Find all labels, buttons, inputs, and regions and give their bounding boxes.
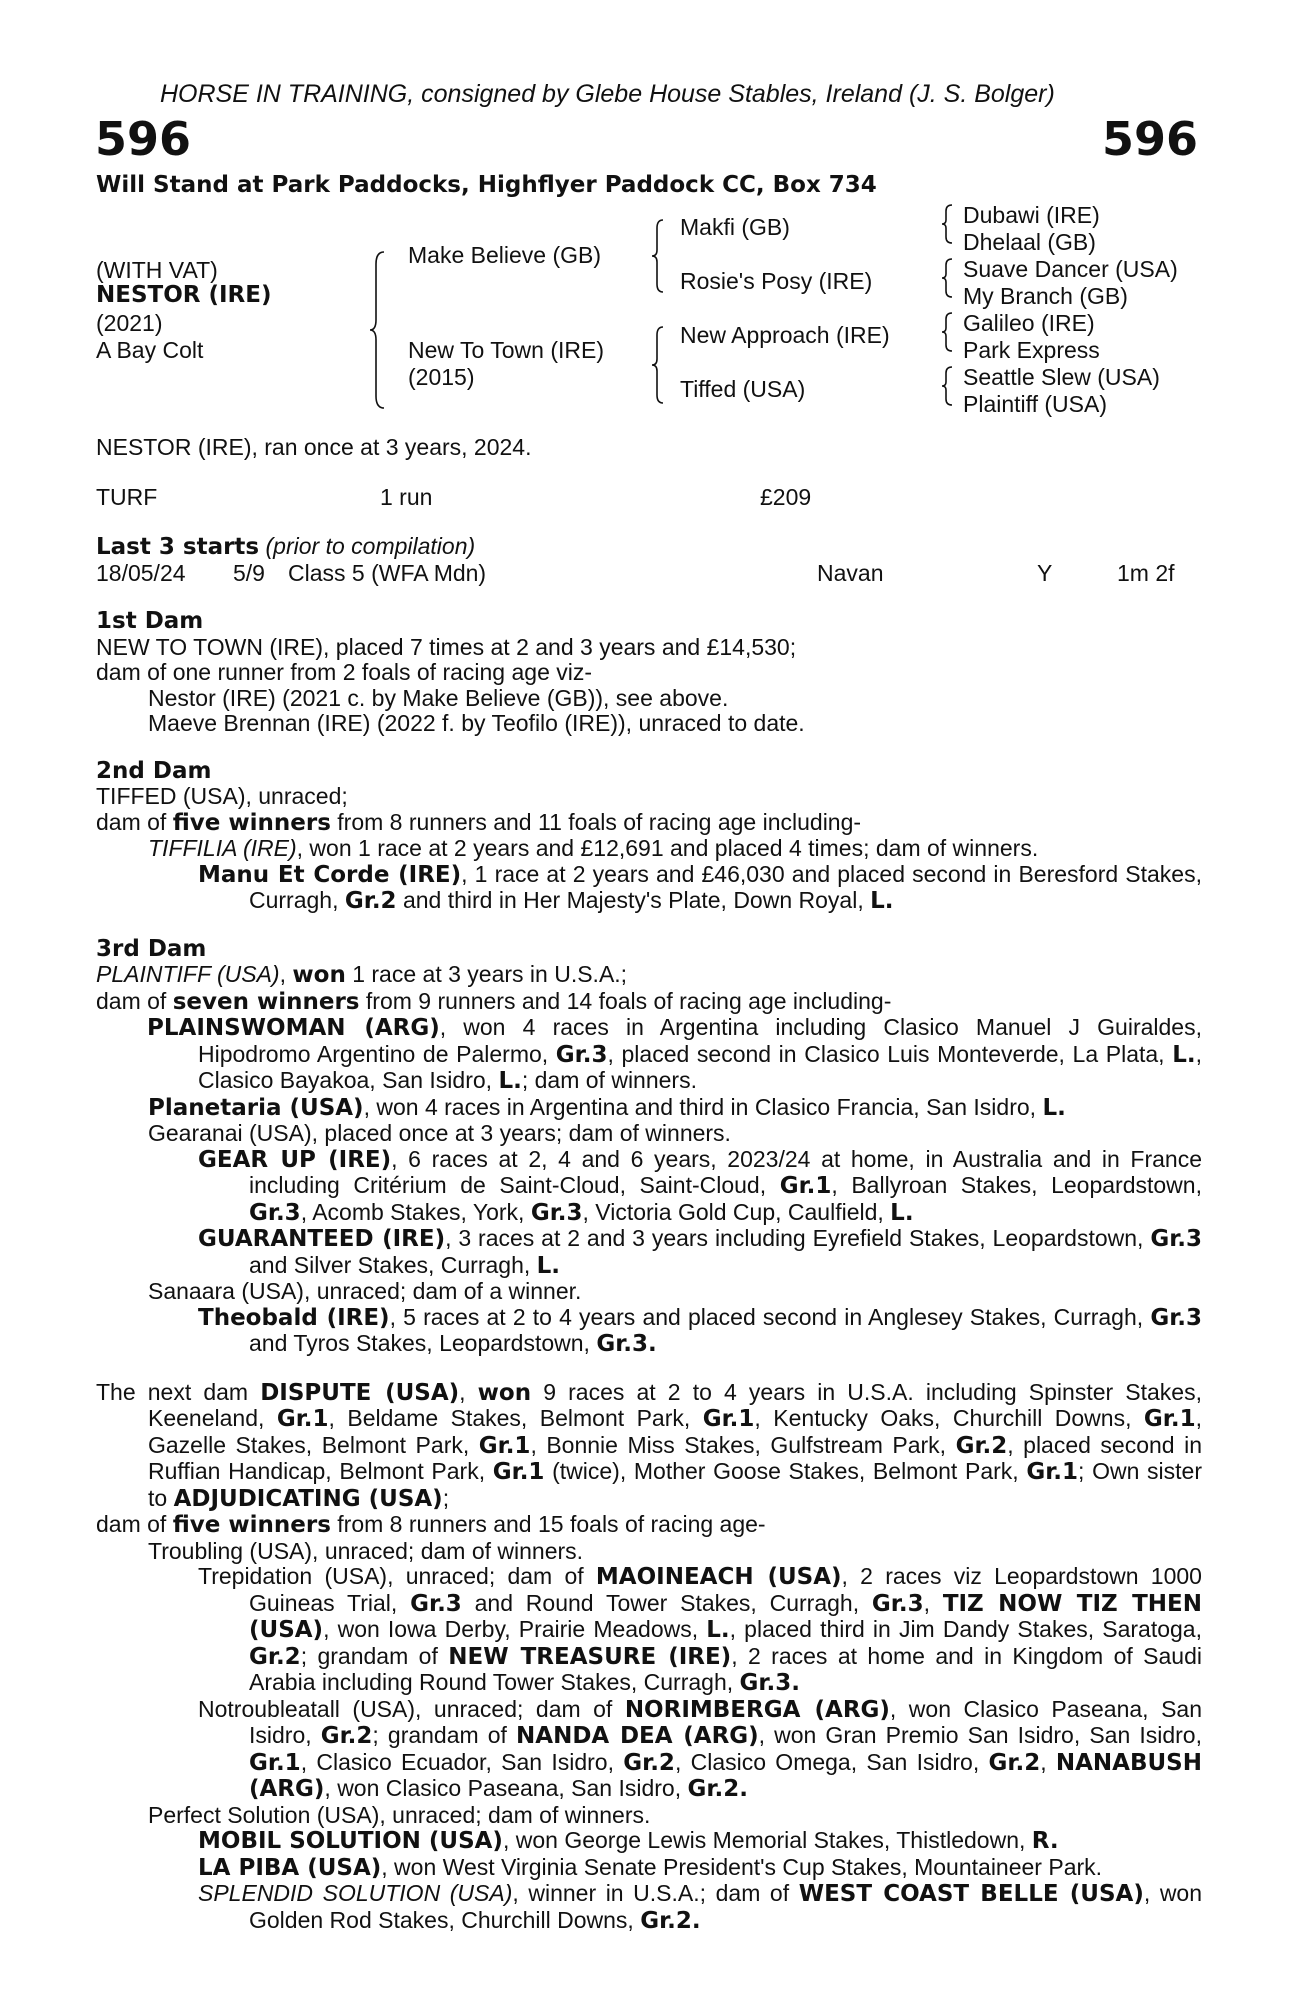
pedigree-brace-g3-2 — [940, 257, 954, 299]
start-date: 18/05/24 — [96, 560, 186, 586]
gen3-name: Suave Dancer (USA) — [963, 256, 1178, 282]
gen3-name: Plaintiff (USA) — [963, 391, 1108, 417]
pedigree-brace-g3-4 — [940, 365, 954, 407]
produce-entry: PLAINSWOMAN (ARG), won 4 races in Argentina including Clasico Manuel J Guiraldes, Hipodromo Argentino de Palermo, Gr.3, placed second in Clasico Luis Monteverde, La Plata, L., Clasico Bayakoa, San Isidro, L.; dam of winners. — [147, 1014, 1202, 1094]
gen3-name: My Branch (GB) — [963, 283, 1128, 309]
stand-info: Will Stand at Park Paddocks, Highflyer Paddock CC, Box 734 — [96, 172, 877, 198]
second-dam-line: TIFFED (USA), unraced; — [96, 783, 348, 809]
produce-entry: Planetaria (USA), won 4 races in Argentina and third in Clasico Francia, San Isidro, L. — [148, 1093, 1066, 1121]
last-starts-note: (prior to compilation) — [265, 533, 476, 559]
race-summary: NESTOR (IRE), ran once at 3 years, 2024. — [96, 434, 532, 460]
produce-entry: Perfect Solution (USA), unraced; dam of winners. — [148, 1801, 651, 1828]
produce-entry: Maeve Brennan (IRE) (2022 f. by Teofilo (IRE)), unraced to date. — [148, 710, 805, 736]
pedigree-brace-dam — [650, 325, 666, 405]
first-dam-heading: 1st Dam — [96, 608, 204, 634]
produce-entry: SPLENDID SOLUTION (USA), winner in U.S.A.; dam of WEST COAST BELLE (USA), won Golden Rod Stakes, Churchill Downs, Gr.2. — [198, 1880, 1203, 1934]
second-dam-line: dam of five winners from 8 runners and 11 foals of racing age including- — [96, 808, 862, 836]
last-starts-title: Last 3 starts — [96, 534, 260, 560]
dam: New To Town (IRE) — [408, 337, 604, 363]
produce-entry: Troubling (USA), unraced; dam of winners. — [148, 1537, 584, 1564]
lot-number-left: 596 — [95, 112, 192, 166]
horse-year: (2021) — [96, 310, 163, 336]
next-dam-line: dam of five winners from 8 runners and 15 foals of racing age- — [96, 1511, 766, 1538]
start-distance: 1m 2f — [1117, 560, 1175, 586]
third-dam-line: dam of seven winners from 9 runners and 14 foals of racing age including- — [96, 987, 892, 1015]
produce-entry: GEAR UP (IRE), 6 races at 2, 4 and 6 years, 2023/24 at home, in Australia and in France including Critérium de Saint-Cloud, Saint-Cloud, Gr.1, Ballyroan Stakes, Leopardstown, Gr.3, Acomb Stakes, York, Gr.3, Victoria Gold Cup, Caulfield, L. — [198, 1145, 1202, 1226]
second-dam-heading: 2nd Dam — [96, 757, 212, 784]
sire-dam: Rosie's Posy (IRE) — [680, 268, 873, 294]
produce-entry: Theobald (IRE), 5 races at 2 to 4 years and placed second in Anglesey Stakes, Curragh, Gr.3 and Tyros Stakes, Leopardstown, Gr.3. — [198, 1303, 1202, 1357]
lot-number-right: 596 — [1101, 112, 1198, 166]
pedigree-brace-main — [368, 250, 388, 410]
start-position: 5/9 — [233, 560, 265, 586]
start-going: Y — [1037, 560, 1053, 586]
horse-description: A Bay Colt — [96, 337, 204, 363]
produce-entry: Nestor (IRE) (2021 c. by Make Believe (GB)), see above. — [148, 684, 729, 711]
third-dam-heading: 3rd Dam — [96, 935, 207, 962]
dam-year: (2015) — [408, 364, 475, 390]
produce-entry: GUARANTEED (IRE), 3 races at 2 and 3 years including Eyrefield Stakes, Leopardstown, Gr.3 and Silver Stakes, Curragh, L. — [198, 1225, 1202, 1279]
start-course: Navan — [817, 560, 884, 586]
sire-sire: Makfi (GB) — [680, 214, 790, 240]
gen3-name: Dubawi (IRE) — [963, 202, 1100, 228]
record-surface: TURF — [96, 484, 158, 510]
sire: Make Believe (GB) — [408, 242, 602, 268]
first-dam-line: dam of one runner from 2 foals of racing age viz- — [96, 659, 593, 685]
start-race: Class 5 (WFA Mdn) — [288, 560, 487, 586]
produce-entry: Gearanai (USA), placed once at 3 years; dam of winners. — [148, 1120, 731, 1146]
pedigree-brace-g3-1 — [940, 203, 954, 245]
last-starts-heading — [96, 533, 475, 560]
produce-entry: Trepidation (USA), unraced; dam of MAOINEACH (USA), 2 races viz Leopardstown 1000 Guineas Trial, Gr.3 and Round Tower Stakes, Curragh, Gr.3, TIZ NOW TIZ THEN (USA), won Iowa Derby, Prairie Meadows, L., placed third in Jim Dandy Stakes, Saratoga, Gr.2; grandam of NEW TREASURE (IRE), 2 races at home and in Kingdom of Saudi Arabia including Round Tower Stakes, Curragh, Gr.3. — [198, 1563, 1203, 1696]
produce-entry: Sanaara (USA), unraced; dam of a winner. — [148, 1278, 582, 1304]
record-earnings: £209 — [760, 484, 812, 510]
produce-entry: TIFFILIA (IRE), won 1 race at 2 years and £12,691 and placed 4 times; dam of winners. — [148, 835, 1039, 861]
third-dam-line: PLAINTIFF (USA), won 1 race at 3 years in U.S.A.; — [96, 961, 628, 988]
dam-section — [96, 609, 1202, 1934]
gen3-name: Seattle Slew (USA) — [963, 364, 1160, 390]
vat-note: (WITH VAT) — [96, 257, 218, 283]
record-runs: 1 run — [380, 484, 433, 510]
gen3-name: Dhelaal (GB) — [963, 229, 1096, 255]
produce-entry: Manu Et Corde (IRE), 1 race at 2 years and £46,030 and placed second in Beresford Stakes, Curragh, Gr.2 and third in Her Majesty's Plate, Down Royal, L. — [198, 860, 1202, 914]
first-dam-line: NEW TO TOWN (IRE), placed 7 times at 2 and 3 years and £14,530; — [96, 633, 797, 660]
gen3-name: Galileo (IRE) — [963, 310, 1095, 336]
dam-sire: New Approach (IRE) — [680, 322, 890, 348]
produce-entry: LA PIBA (USA), won West Virginia Senate President's Cup Stakes, Mountaineer Park. — [198, 1853, 1103, 1881]
consignment-line: HORSE IN TRAINING, consigned by Glebe House Stables, Ireland (J. S. Bolger) — [160, 80, 1055, 108]
dam-dam: Tiffed (USA) — [680, 376, 806, 402]
next-dam-paragraph: The next dam DISPUTE (USA), won 9 races at 2 to 4 years in U.S.A. including Spinster Stakes, Keeneland, Gr.1, Beldame Stakes, Belmont Park, Gr.1, Kentucky Oaks, Churchill Downs, Gr.1, Gazelle Stakes, Belmont Park, Gr.1, Bonnie Miss Stakes, Gulfstream Park, Gr.2, placed second in Ruffian Handicap, Belmont Park, Gr.1 (twice), Mother Goose Stakes, Belmont Park, Gr.1; Own sister to ADJUDICATING (USA); — [96, 1378, 1202, 1512]
horse-name: NESTOR (IRE) — [96, 282, 272, 308]
gen3-name: Park Express — [963, 337, 1100, 363]
produce-entry: MOBIL SOLUTION (USA), won George Lewis Memorial Stakes, Thistledown, R. — [198, 1827, 1059, 1854]
pedigree-brace-sire — [650, 218, 666, 294]
produce-entry: Notroubleatall (USA), unraced; dam of NORIMBERGA (ARG), won Clasico Paseana, San Isidro, Gr.2; grandam of NANDA DEA (ARG), won Gran Premio San Isidro, San Isidro, Gr.1, Clasico Ecuador, San Isidro, Gr.2, Clasico Omega, San Isidro, Gr.2, NANABUSH (ARG), won Clasico Paseana, San Isidro, Gr.2. — [198, 1695, 1202, 1802]
pedigree-brace-g3-3 — [940, 311, 954, 353]
